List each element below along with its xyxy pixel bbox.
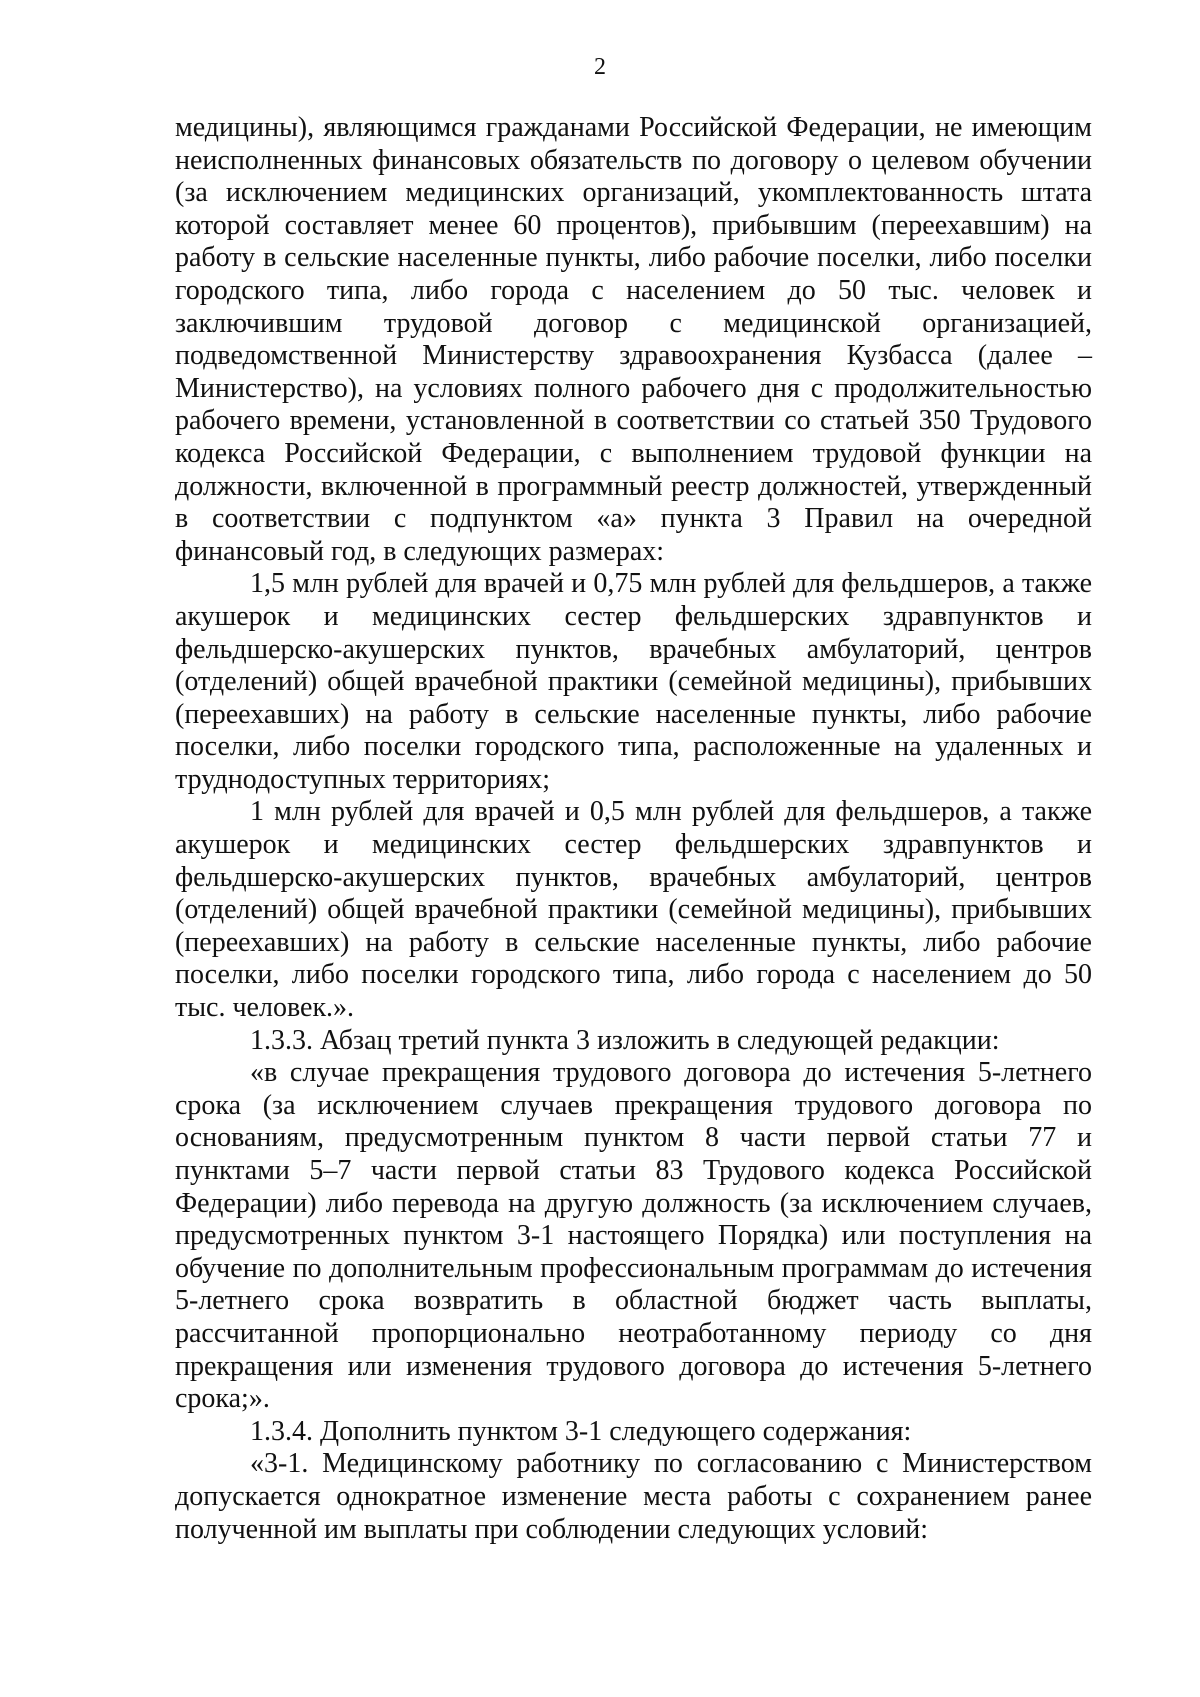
paragraph-clause-3-1-text: «3-1. Медицинскому работнику по согласованию с Министерством допускается однократное изменение места работы с сохранением ранее полученной им выплаты при соблюдении следующих условий: [175, 1448, 1092, 1545]
document-body [175, 112, 1092, 1546]
paragraph-clause-1-3-3-text: «в случае прекращения трудового договора до истечения 5-летнего срока (за исключением случаев прекращения трудового договора по основаниям, предусмотренным пунктом 8 части первой статьи 77 и пунктами 5–7 части первой статьи 83 Трудового кодекса Российской Федерации) либо перевода на другую должность (за исключением случаев, предусмотренных пунктом 3-1 настоящего Порядка) или поступления на обучение по дополнительным профессиональным программам до истечения 5-летнего срока возвратить в областной бюджет часть выплаты, рассчитанной пропорционально неотработанному периоду со дня прекращения или изменения трудового договора до истечения 5-летнего срока;». [175, 1057, 1092, 1415]
paragraph-continuation: медицины), являющимся гражданами Российской Федерации, не имеющим неисполненных финансовых обязательств по договору о целевом обучении (за исключением медицинских организаций, укомплектованность штата которой составляет менее 60 процентов), прибывшим (переехавшим) на работу в сельские населенные пункты, либо рабочие поселки, либо поселки городского типа, либо города с населением до 50 тыс. человек и заключившим трудовой договор с медицинской организацией, подведомственной Министерству здравоохранения Кузбасса (далее – Министерство), на условиях полного рабочего дня с продолжительностью рабочего времени, установленной в соответствии со статьей 350 Трудового кодекса Российской Федерации, с выполнением трудовой функции на должности, включенной в программный реестр должностей, утвержденный в соответствии с подпунктом «а» пункта 3 Правил на очередной финансовый год, в следующих размерах: [175, 112, 1092, 567]
paragraph-clause-1-3-4: 1.3.4. Дополнить пунктом 3-1 следующего содержания: [250, 1415, 912, 1447]
page-number: 2 [594, 54, 606, 80]
paragraph-payment-remote: 1,5 млн рублей для врачей и 0,75 млн рублей для фельдшеров, а также акушерок и медицинских сестер фельдшерских здравпунктов и фельдшерско-акушерских пунктов, врачебных амбулаторий, центров (отделений) общей врачебной практики (семейной медицины), прибывших (переехавших) на работу в сельские населенные пункты, либо рабочие поселки, либо поселки городского типа, расположенные на удаленных и труднодоступных территориях; [175, 568, 1092, 795]
paragraph-clause-1-3-3: 1.3.3. Абзац третий пункта 3 изложить в следующей редакции: [250, 1024, 1000, 1056]
paragraph-payment-standard: 1 млн рублей для врачей и 0,5 млн рублей для фельдшеров, а также акушерок и медицинских сестер фельдшерских здравпунктов и фельдшерско-акушерских пунктов, врачебных амбулаторий, центров (отделений) общей врачебной практики (семейной медицины), прибывших (переехавших) на работу в сельские населенные пункты, либо рабочие поселки, либо поселки городского типа, либо города с населением до 50 тыс. человек.». [175, 796, 1092, 1024]
